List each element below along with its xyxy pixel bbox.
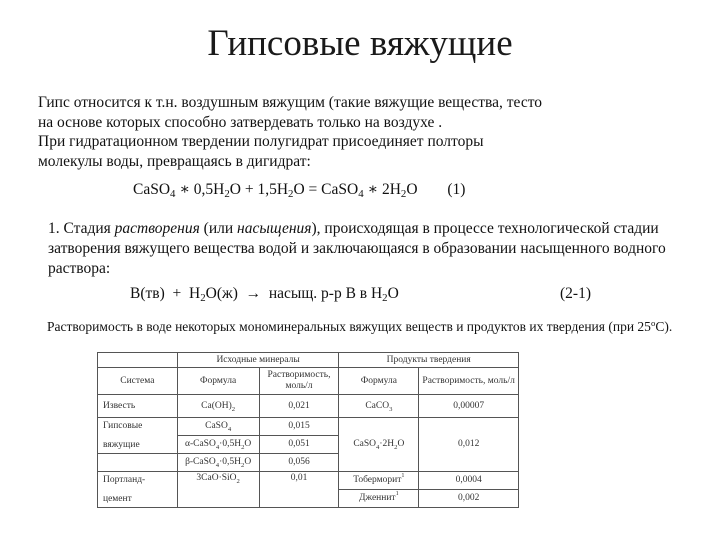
dissolution-stage-paragraph: 1. Стадия растворения (или насыщения), происходящая в процессе технологической стадии затворения вяжущего вещества водой и заключающаяся в образовании насыщенного водного раствора:	[48, 220, 666, 277]
table-row: $\alpha-CaSO_4\cdot 0,5H_2O$ 0,051	[98, 436, 519, 454]
col-header-formula: Формула	[177, 368, 259, 395]
col-header-product-formula: Формула	[339, 368, 419, 395]
solubility-table	[97, 352, 519, 508]
col-header-product-solubility: Растворимость, моль/л	[419, 368, 519, 395]
table-row: Гипсовые вяжущие CaSO$_4$ 0,015 $CaSO_4\cdot 2H_2O$ 0,012	[98, 418, 519, 436]
dissolution-equation: $В(тв) + H_2O(ж)$ → насыщ. р-р В в $H_2O$ (2-1)	[130, 285, 591, 304]
col-header-system: Система	[98, 368, 178, 395]
table-row: Известь $Ca(OH)_2$ 0,021 CaCO$_3$ 0,00007	[98, 395, 519, 418]
intro-line-3: При гидратационном твердении полугидрат присоединяет полторы	[38, 133, 484, 150]
solubility-caption: Растворимость в воде некоторых мономинеральных вяжущих веществ и продуктов их твердения (при $25^оС$).	[47, 318, 673, 334]
slide-title: Гипсовые вяжущие	[207, 23, 513, 64]
hydration-equation: CaSO$_4$ ∗ $0,5H_2O + 1,5H_2O$ = CaSO$_4$ ∗ $2H_2O$ (1)	[133, 181, 466, 200]
intro-line-1: Гипс относится к т.н. воздушным вяжущим (такие вяжущие вещества, тесто	[38, 94, 543, 111]
table-row: $\beta-CaSO_4\cdot 0,5H_2O$ 0,056	[98, 454, 519, 472]
equation-number-1: (1)	[447, 181, 466, 198]
col-header-solubility: Растворимость, моль/л	[259, 368, 339, 395]
intro-line-4: молекулы воды, превращаясь в дигидрат:	[38, 152, 311, 170]
table-row: Портланд- цемент 3CaO·SiO$_2$ 0,01 Тоберморит$^1$ 0,0004	[98, 472, 519, 490]
group-header-initial: Исходные минералы	[177, 353, 339, 368]
intro-line-2: на основе которых способно затвердевать только на воздухе .	[38, 113, 443, 131]
table-row: Дженнит$^1$ 0,002	[98, 490, 519, 508]
equation-number-2: (2-1)	[560, 285, 591, 302]
intro-paragraph	[38, 93, 688, 171]
arrow-icon: →	[245, 285, 262, 302]
group-header-products: Продукты твердения	[339, 353, 519, 368]
